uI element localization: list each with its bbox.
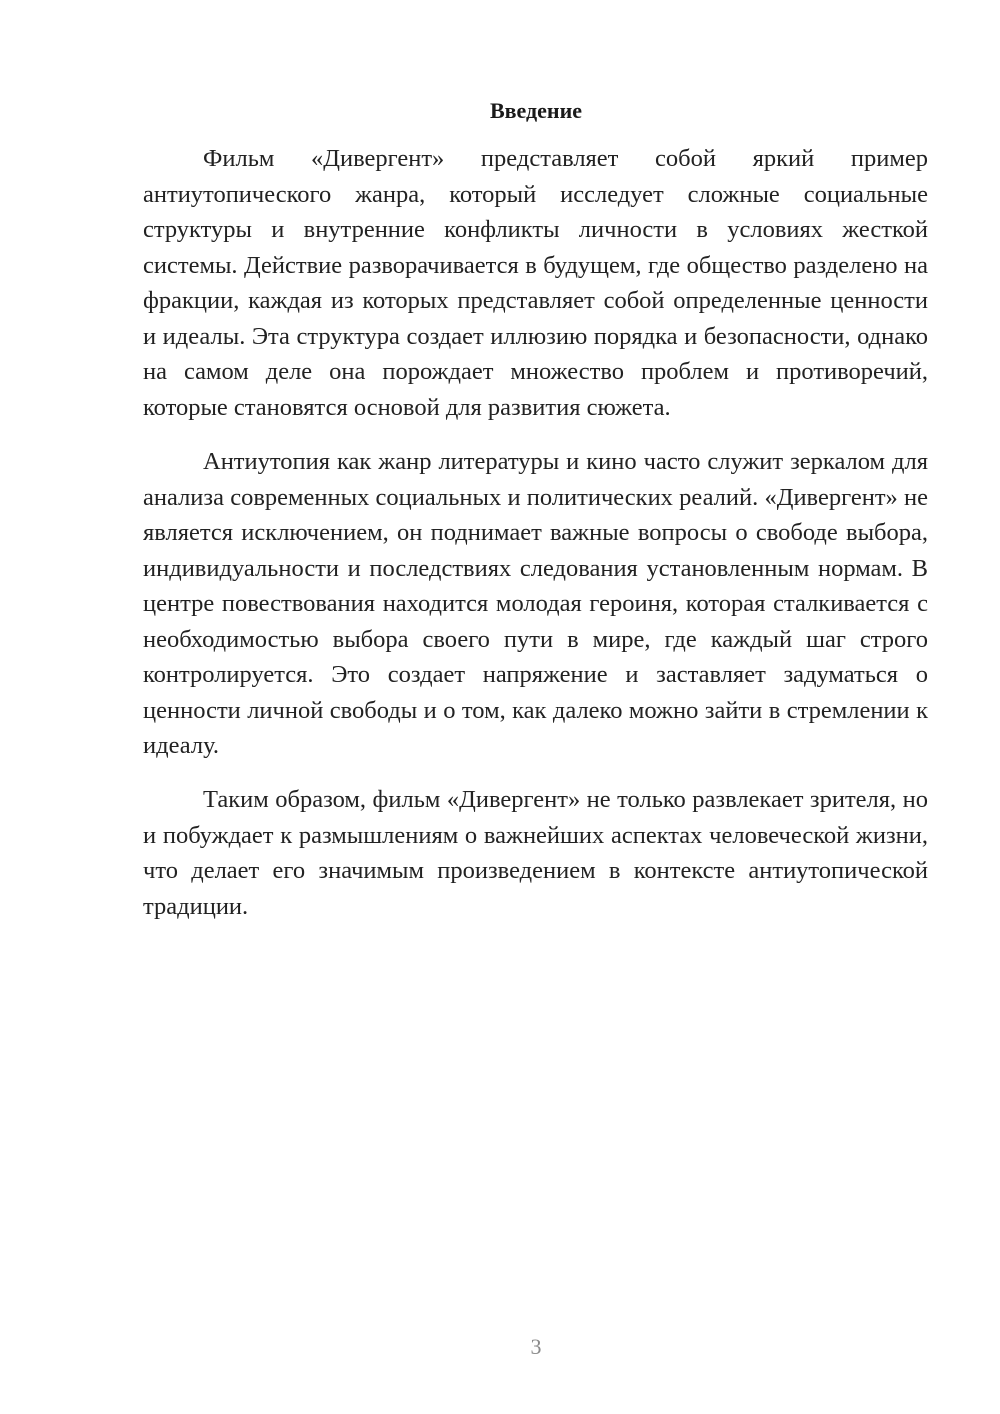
paragraph: Антиутопия как жанр литературы и кино часто служит зеркалом для анализа современных социальных и политических реалий. «Дивергент» не является исключением, он поднимает важные вопросы о свободе выбора, индивидуальности и последствиях следования установленным нормам. В центре повествования находится молодая героиня, которая сталкивается с необходимостью выбора своего пути в мире, где каждый шаг строго контролируется. Это создает напряжение и заставляет задуматься о ценности личной свободы и о том, как далеко можно зайти в стремлении к идеалу.: [143, 448, 928, 759]
page-number: 3: [530, 1334, 542, 1359]
paragraph: Таким образом, фильм «Дивергент» не только развлекает зрителя, но и побуждает к размышлениям о важнейших аспектах человеческой жизни, что делает его значимым произведением в контексте антиутопической традиции.: [143, 786, 928, 920]
paragraph: Фильм «Дивергент» представляет собой яркий пример антиутопического жанра, который исследует сложные социальные структуры и внутренние конфликты личности в условиях жесткой системы. Действие разворачивается в будущем, где общество разделено на фракции, каждая из которых представляет собой определенные ценности и идеалы. Эта структура создает иллюзию порядка и безопасности, однако на самом деле она порождает множество проблем и противоречий, которые становятся основой для развития сюжета.: [143, 145, 928, 421]
section-title: Введение: [489, 98, 583, 123]
